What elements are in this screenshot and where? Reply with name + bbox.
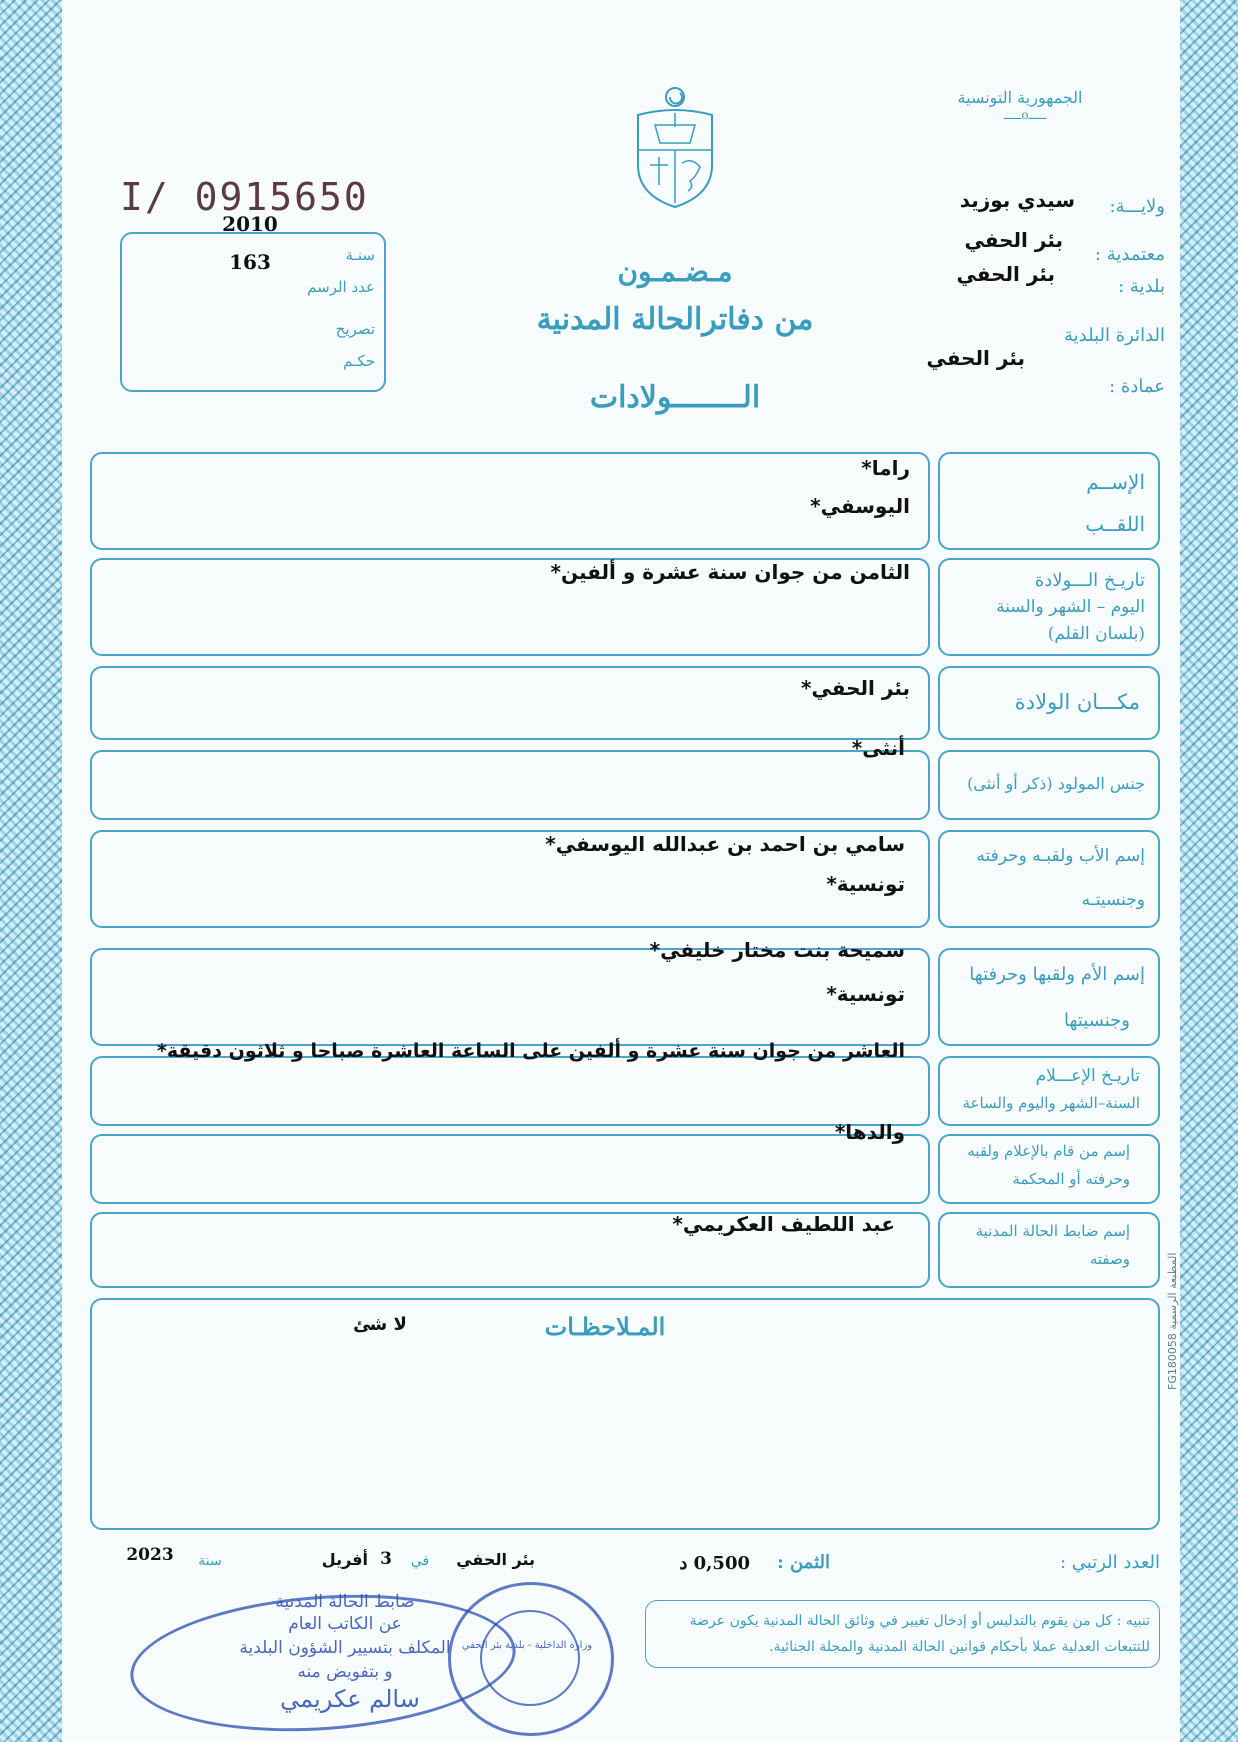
title-line2: من دفاترالحالة المدنية <box>536 302 814 337</box>
mootamadia-value: بئر الحفي <box>964 228 1063 252</box>
tunisia-coat-of-arms-icon <box>630 85 720 210</box>
wilaya-label: ولايـــة: <box>1109 196 1165 217</box>
row-declaration-date-label2: السنة–الشهر واليوم والساعة <box>962 1094 1140 1112</box>
mootamadia-label: معتمدية : <box>1094 244 1165 265</box>
wilaya-value: سيدي بوزيد <box>959 188 1075 212</box>
omada-value: بئر الحفي <box>926 346 1025 370</box>
guilloche-border-left <box>0 0 62 1742</box>
omada-label: عمادة : <box>1109 376 1165 397</box>
baladia-label: بلدية : <box>1118 276 1165 297</box>
row-sex-value1: أنثى* <box>851 736 905 760</box>
registry-year-label: سنـة <box>345 246 375 264</box>
row-officer-label2: وصفته <box>1089 1250 1130 1268</box>
footer-price-label: الثمن : <box>777 1552 830 1573</box>
row-officer-label1: إسم ضابط الحالة المدنية <box>975 1222 1130 1240</box>
row-place-value1: بئر الحفي* <box>801 676 910 700</box>
registry-number-value: 163 <box>229 250 271 274</box>
row-mother-label2: وجنسيتها <box>1064 1010 1130 1031</box>
footer-in-label: في <box>410 1553 430 1569</box>
row-name-value1: راما* <box>861 456 910 480</box>
guilloche-border-right <box>1180 0 1238 1742</box>
row-officer-value1: عبد اللطيف العكريمي* <box>672 1212 895 1236</box>
row-sex-value-box <box>90 750 930 820</box>
row-sex-label1: جنس المولود (ذكر أو أنثى) <box>967 774 1145 793</box>
row-birthdate-label1: تاريـخ الـــولادة <box>1034 570 1145 591</box>
remarks-label: المـلاحظـات <box>544 1312 666 1341</box>
row-father-label-box <box>938 830 1160 928</box>
stamp-line3: المكلف بتسيير الشؤون البلدية <box>239 1638 451 1658</box>
municipal-seal-inner <box>480 1610 580 1706</box>
stamp-signature: سالم عكريمي <box>280 1685 420 1713</box>
row-declarant-value1: والدها* <box>834 1120 905 1144</box>
remarks-value: لا شئ <box>353 1314 407 1335</box>
registry-declaration-label: تصريح <box>335 320 375 338</box>
republic-divider: ـــــoـــــ <box>1003 108 1047 122</box>
row-name-value2: اليوسفي* <box>810 494 910 518</box>
stamp-line1: ضابط الحالة المدنية <box>275 1592 415 1612</box>
footer-serial-label: العدد الرتبي : <box>1059 1552 1160 1573</box>
row-birthdate-label3: (بلسان القلم) <box>1047 624 1145 644</box>
row-birthdate-label2: اليوم – الشهر والسنة <box>996 597 1145 617</box>
stamp-line4: و بتفويض منه <box>297 1662 393 1682</box>
baladia-value: بئر الحفي <box>956 262 1055 286</box>
footer-month-value: أفريل <box>321 1550 368 1569</box>
municipal-seal-text: وزارة الداخلية - بلدية بئر الحفي <box>461 1640 593 1651</box>
row-mother-label-box <box>938 948 1160 1046</box>
daira-label: الدائرة البلدية <box>1063 325 1165 346</box>
footer-price-value: 0,500 د <box>679 1553 750 1574</box>
footer-year-value: 2023 <box>126 1545 174 1565</box>
section-title: الــــــــولادات <box>589 380 761 415</box>
footer-place-value: بئر الحفي <box>456 1550 535 1569</box>
row-place-label1: مكـــان الولادة <box>1014 690 1140 714</box>
row-mother-label1: إسم الأم ولقبها وحرفتها <box>969 964 1145 985</box>
row-declarant-value-box <box>90 1134 930 1204</box>
row-birthdate-value1: الثامن من جوان سنة عشرة و ألفين* <box>550 560 910 584</box>
stamp-line2: عن الكاتب العام <box>288 1614 402 1634</box>
row-name-label2: اللقــب <box>1085 512 1145 536</box>
notice-text: تنبيه : كل من يقوم بالتدليس أو إدخال تغيير في وثائق الحالة المدنية يكون عرضة للتتبعات العدلية عملا بأحكام قوانين الحالة المدنية والمجلة الجنائية. <box>689 1613 1150 1655</box>
row-father-label1: إسم الأب ولقبـه وحرفته <box>976 846 1145 866</box>
row-declaration-date-value-box <box>90 1056 930 1126</box>
row-declarant-label2: وحرفته أو المحكمة <box>1012 1170 1130 1188</box>
row-father-value2: تونسية* <box>826 872 905 896</box>
footer-day-value: 3 <box>380 1549 392 1569</box>
footer-year-label: سنة <box>198 1553 222 1569</box>
row-declaration-date-label1: تاريـخ الإعـــلام <box>1035 1066 1140 1086</box>
title-line1: مـضـمـون <box>617 255 733 288</box>
row-name-label1: الإســم <box>1086 470 1145 494</box>
row-father-label2: وجنسيتـه <box>1081 890 1145 910</box>
row-declaration-date-value1: العاشر من جوان سنة عشرة و ألفين على الساعة العاشرة صباحا و ثلاثون دقيقة* <box>156 1040 905 1062</box>
row-declarant-label1: إسم من قام بالإعلام ولقبه <box>967 1142 1130 1160</box>
registry-year-value: 2010 <box>222 212 278 236</box>
row-mother-value1: سميحة بنت مختار خليفي* <box>649 938 905 962</box>
registry-judgment-label: حكـم <box>343 352 375 370</box>
republic-label: الجمهورية التونسية <box>957 88 1083 107</box>
printer-side-note: المطبعة الرسمية FG180058 <box>1166 1252 1179 1390</box>
serial-number: I/ 0915650 <box>120 175 369 219</box>
registry-number-label: عدد الرسم <box>307 278 375 296</box>
row-mother-value2: تونسية* <box>826 982 905 1006</box>
row-father-value1: سامي بن احمد بن عبدالله اليوسفي* <box>545 832 905 856</box>
